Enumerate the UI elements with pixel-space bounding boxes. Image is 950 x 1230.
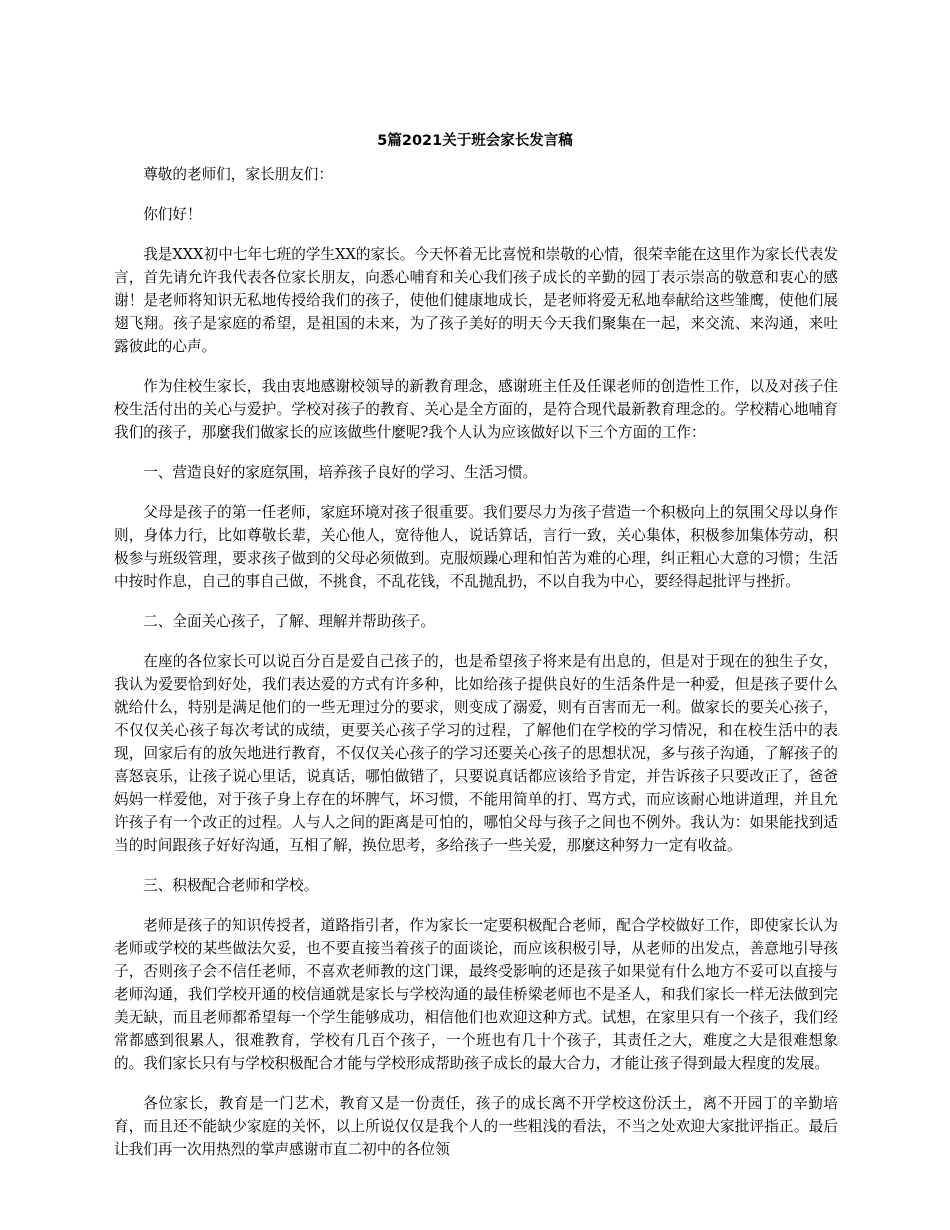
- section-heading: 二、全面关心孩子，了解、理解并帮助孩子。: [143, 613, 436, 630]
- closing-paragraph: 各位家长，教育是一门艺术，教育又是一份责任，孩子的成长离不开学校这份沃土，离不开园丁的辛勤培育，而且还不能缺少家庭的关怀，以上所说仅仅是我个人的一些粗浅的看法，不当之处欢迎大家批评指正。最后让我们再一次用热烈的掌声感谢市直二初中的各位领: [114, 1095, 838, 1158]
- body-paragraph: 我是XXX初中七年七班的学生XX的家长。今天怀着无比喜悦和崇敬的心情，很荣幸能在这里作为家长代表发言，首先请允许我代表各位家长朋友，向悉心哺育和关心我们孩子成长的辛勤的园丁表示崇高的敬意和衷心的感谢！是老师将知识无私地传授给我们的孩子，使他们健康地成长，是老师将爱无私地奉献给这些雏鹰，使他们展翅飞翔。孩子是家庭的希望，是祖国的未来，为了孩子美好的明天今天我们聚集在一起，来交流、来沟通，来吐露彼此的心声。: [114, 246, 838, 355]
- document-title: 5篇2021关于班会家长发言稿: [377, 133, 573, 149]
- body-paragraph: 老师是孩子的知识传授者，道路指引者，作为家长一定要积极配合老师，配合学校做好工作，即使家长认为老师或学校的某些做法欠妥，也不要直接当着孩子的面谈论，而应该积极引导，从老师的出发点，善意地引导孩子，否则孩子会不信任老师，不喜欢老师教的这门课，最终受影响的还是孩子如果觉有什么地方不妥可以直接与老师沟通，我们学校开通的校信通就是家长与学校沟通的最佳桥梁老师也不是圣人，和我们家长一样无法做到完美无缺，而且老师都希望每一个学生能够成功，相信他们也欢迎这种方式。试想，在家里只有一个孩子，我们经常都感到很累人，很难教育，学校有几百个孩子，一个班也有几十个孩子，其责任之大，难度之大是很难想象的。我们家长只有与学校积极配合才能与学校形成帮助孩子成长的最大合力，才能让孩子得到最大程度的发展。: [114, 917, 838, 1072]
- body-paragraph: 父母是孩子的第一任老师，家庭环境对孩子很重要。我们要尽力为孩子营造一个积极向上的氛围父母以身作则，身体力行，比如尊敬长辈，关心他人，宽待他人，说话算话，言行一致，关心集体，积极参加集体劳动，积极参与班级管理，要求孩子做到的父母必须做到。克服烦躁心理和怕苦为难的心理，纠正粗心大意的习惯；生活中按时作息，自己的事自己做，不挑食，不乱花钱，不乱抛乱扔，不以自我为中心，要经得起批评与挫折。: [114, 504, 838, 590]
- document-body: [114, 163, 838, 1178]
- section-heading: 三、积极配合老师和学校。: [143, 877, 319, 894]
- body-paragraph: 在座的各位家长可以说百分百是爱自己孩子的，也是希望孩子将来是有出息的，但是对于现在的独生子女，我认为爱要恰到好处，我们表达爱的方式有许多种，比如给孩子提供良好的生活条件是一种爱，但是孩子要什么就给什么，特别是满足他们的一些无理过分的要求，则变成了溺爱，则有百害而无一利。做家长的要关心孩子，不仅仅关心孩子每次考试的成绩，更要关心孩子学习的过程，了解他们在学校的学习情况，和在校生活中的表现，回家后有的放矢地进行教育，不仅仅关心孩子的学习还要关心孩子的思想状况，多与孩子沟通，了解孩子的喜怒哀乐，让孩子说心里话，说真话，哪怕做错了，只要说真话都应该给予肯定，并告诉孩子只要改正了，爸爸妈妈一样爱他，对于孩子身上存在的坏脾气，坏习惯，不能用简单的打、骂方式，而应该耐心地讲道理，并且允许孩子有一个改正的过程。人与人之间的距离是可怕的，哪怕父母与孩子之间也不例外。我认为：如果能找到适当的时间跟孩子好好沟通，互相了解，换位思考，多给孩子一些关爱，那麼这种努力一定有收益。: [114, 653, 838, 854]
- greeting: 你们好！: [143, 206, 202, 223]
- section-heading: 一、营造良好的家庭氛围，培养孩子良好的学习、生活习惯。: [143, 464, 538, 481]
- body-paragraph: 作为住校生家长，我由衷地感谢校领导的新教育理念，感谢班主任及任课老师的创造性工作，以及对孩子住校生活付出的关心与爱护。学校对孩子的教育、关心是全方面的，是符合现代最新教育理念的。学校精心地哺育我们的孩子，那麼我们做家长的应该做些什麼呢?我个人认为应该做好以下三个方面的工作：: [114, 378, 838, 441]
- salutation: 尊敬的老师们，家长朋友们：: [143, 166, 333, 183]
